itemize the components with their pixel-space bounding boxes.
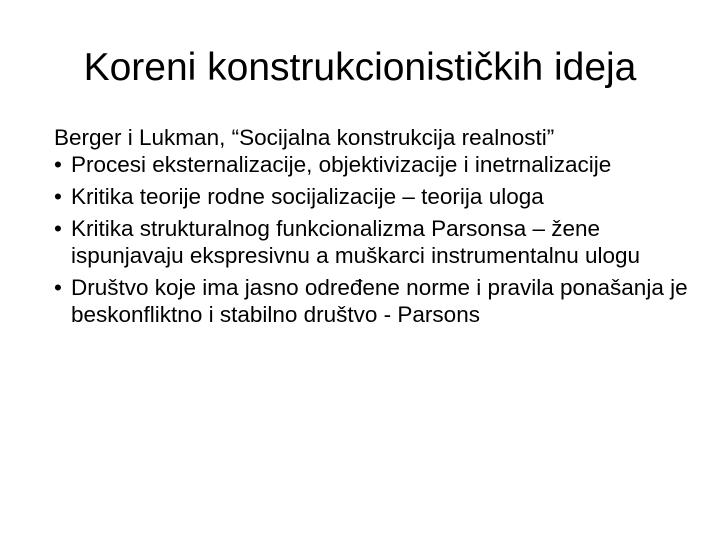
slide-title: Koreni konstrukcionističkih ideja <box>83 46 637 89</box>
bullet-icon: • <box>54 184 62 209</box>
bullet-text: Procesi eksternalizacije, objektivizacije i inetrnalizacije <box>71 152 612 177</box>
list-item <box>54 215 704 269</box>
list-item <box>54 151 704 178</box>
bullet-icon: • <box>54 152 62 177</box>
list-item <box>54 183 704 210</box>
bullet-text: Društvo koje ima jasno određene norme i pravila ponašanja je beskonfliktno i stabilno društvo - Parsons <box>71 275 688 327</box>
list-item <box>54 274 704 328</box>
bullet-icon: • <box>54 275 62 300</box>
intro-line: Berger i Lukman, “Socijalna konstrukcija realnosti” <box>54 125 555 150</box>
bullet-icon: • <box>54 216 62 241</box>
bullet-text: Kritika teorije rodne socijalizacije – teorija uloga <box>71 184 544 209</box>
bullet-text: Kritika strukturalnog funkcionalizma Parsonsa – žene ispunjavaju ekspresivnu a muškarci instrumentalnu ulogu <box>71 216 641 268</box>
slide-body <box>54 124 704 333</box>
bullet-list <box>54 151 704 328</box>
